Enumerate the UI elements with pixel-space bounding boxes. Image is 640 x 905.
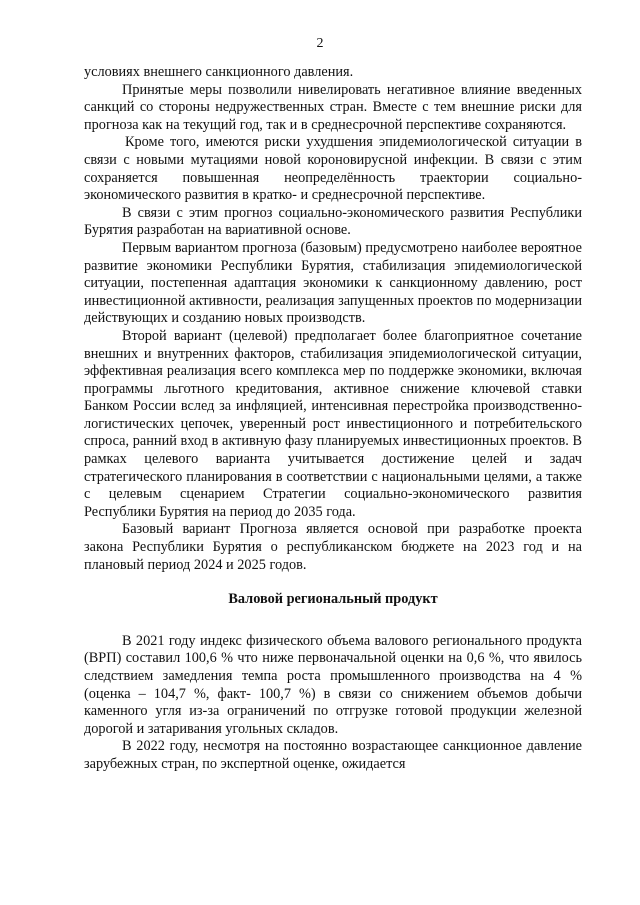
paragraph-risks: Кроме того, имеются риски ухудшения эпидемиологической ситуации в связи с новыми мутациями новой короновирусной инфекции. В связи с этим сохраняется повышенная неопределённость траектории социально-экономического развития в кратко- и среднесрочной перспективе. [84, 134, 582, 204]
document-body [84, 64, 582, 774]
paragraph-grp-2022: В 2022 году, несмотря на постоянно возрастающее санкционное давление зарубежных стран, по экспертной оценке, ожидается [84, 738, 582, 772]
paragraph-continuation: условиях внешнего санкционного давления. [84, 64, 354, 80]
paragraph-grp-2021: В 2021 году индекс физического объема валового регионального продукта (ВРП) составил 100,6 % что ниже первоначальной оценки на 0,6 %, что явилось следствием замедления темпа роста промышленного производства на 4 % (оценка – 104,7 %, факт- 100,7 %) в связи со снижением объемов добычи каменного угля из-за ограничений по отгрузке готовой продукции железной дорогой и затаривания угольных складов. [84, 632, 582, 737]
paragraph-variants-intro: В связи с этим прогноз социально-экономического развития Республики Бурятия разработан на вариативной основе. [84, 204, 582, 239]
paragraph-measures: Принятые меры позволили нивелировать негативное влияние введенных санкций со стороны недружественных стран. Вместе с тем внешние риски для прогноза как на текущий год, так и в среднесрочной перспективе сохраняются. [84, 81, 582, 133]
paragraph-budget-basis: Базовый вариант Прогноза является основой при разработке проекта закона Республики Бурятия о республиканском бюджете на 2023 год и на плановый период 2024 и 2025 годов. [84, 521, 582, 573]
paragraph-target-variant: Второй вариант (целевой) предполагает более благоприятное сочетание внешних и внутренних факторов, стабилизация эпидемиологической ситуации, эффективная реализация всего комплекса мер по поддержке экономики, включая программы льготного кредитования, активное снижение ключевой ставки Банком России вслед за инфляцией, интенсивная перестройка производственно-логистических цепочек, уверенный рост инвестиционного и потребительского спроса, ранний вход в активную фазу планируемых инвестиционных проектов. В рамках целевого варианта учитывается достижение целей и задач стратегического планирования в соответствии с национальными целями, а также с целевым сценарием Стратегии социально-экономического развития Республики Бурятия на период до 2035 года. [84, 327, 582, 520]
section-heading: Валовой региональный продукт [228, 591, 438, 608]
page-number: 2 [316, 36, 324, 51]
paragraph-base-variant: Первым вариантом прогноза (базовым) предусмотрено наиболее вероятное развитие экономики Республики Бурятия, стабилизация эпидемиологической ситуации, постепенная адаптация экономики к санкционному давлению, рост инвестиционной активности, реализация запущенных проектов по модернизации действующих и созданию новых производств. [84, 239, 582, 327]
